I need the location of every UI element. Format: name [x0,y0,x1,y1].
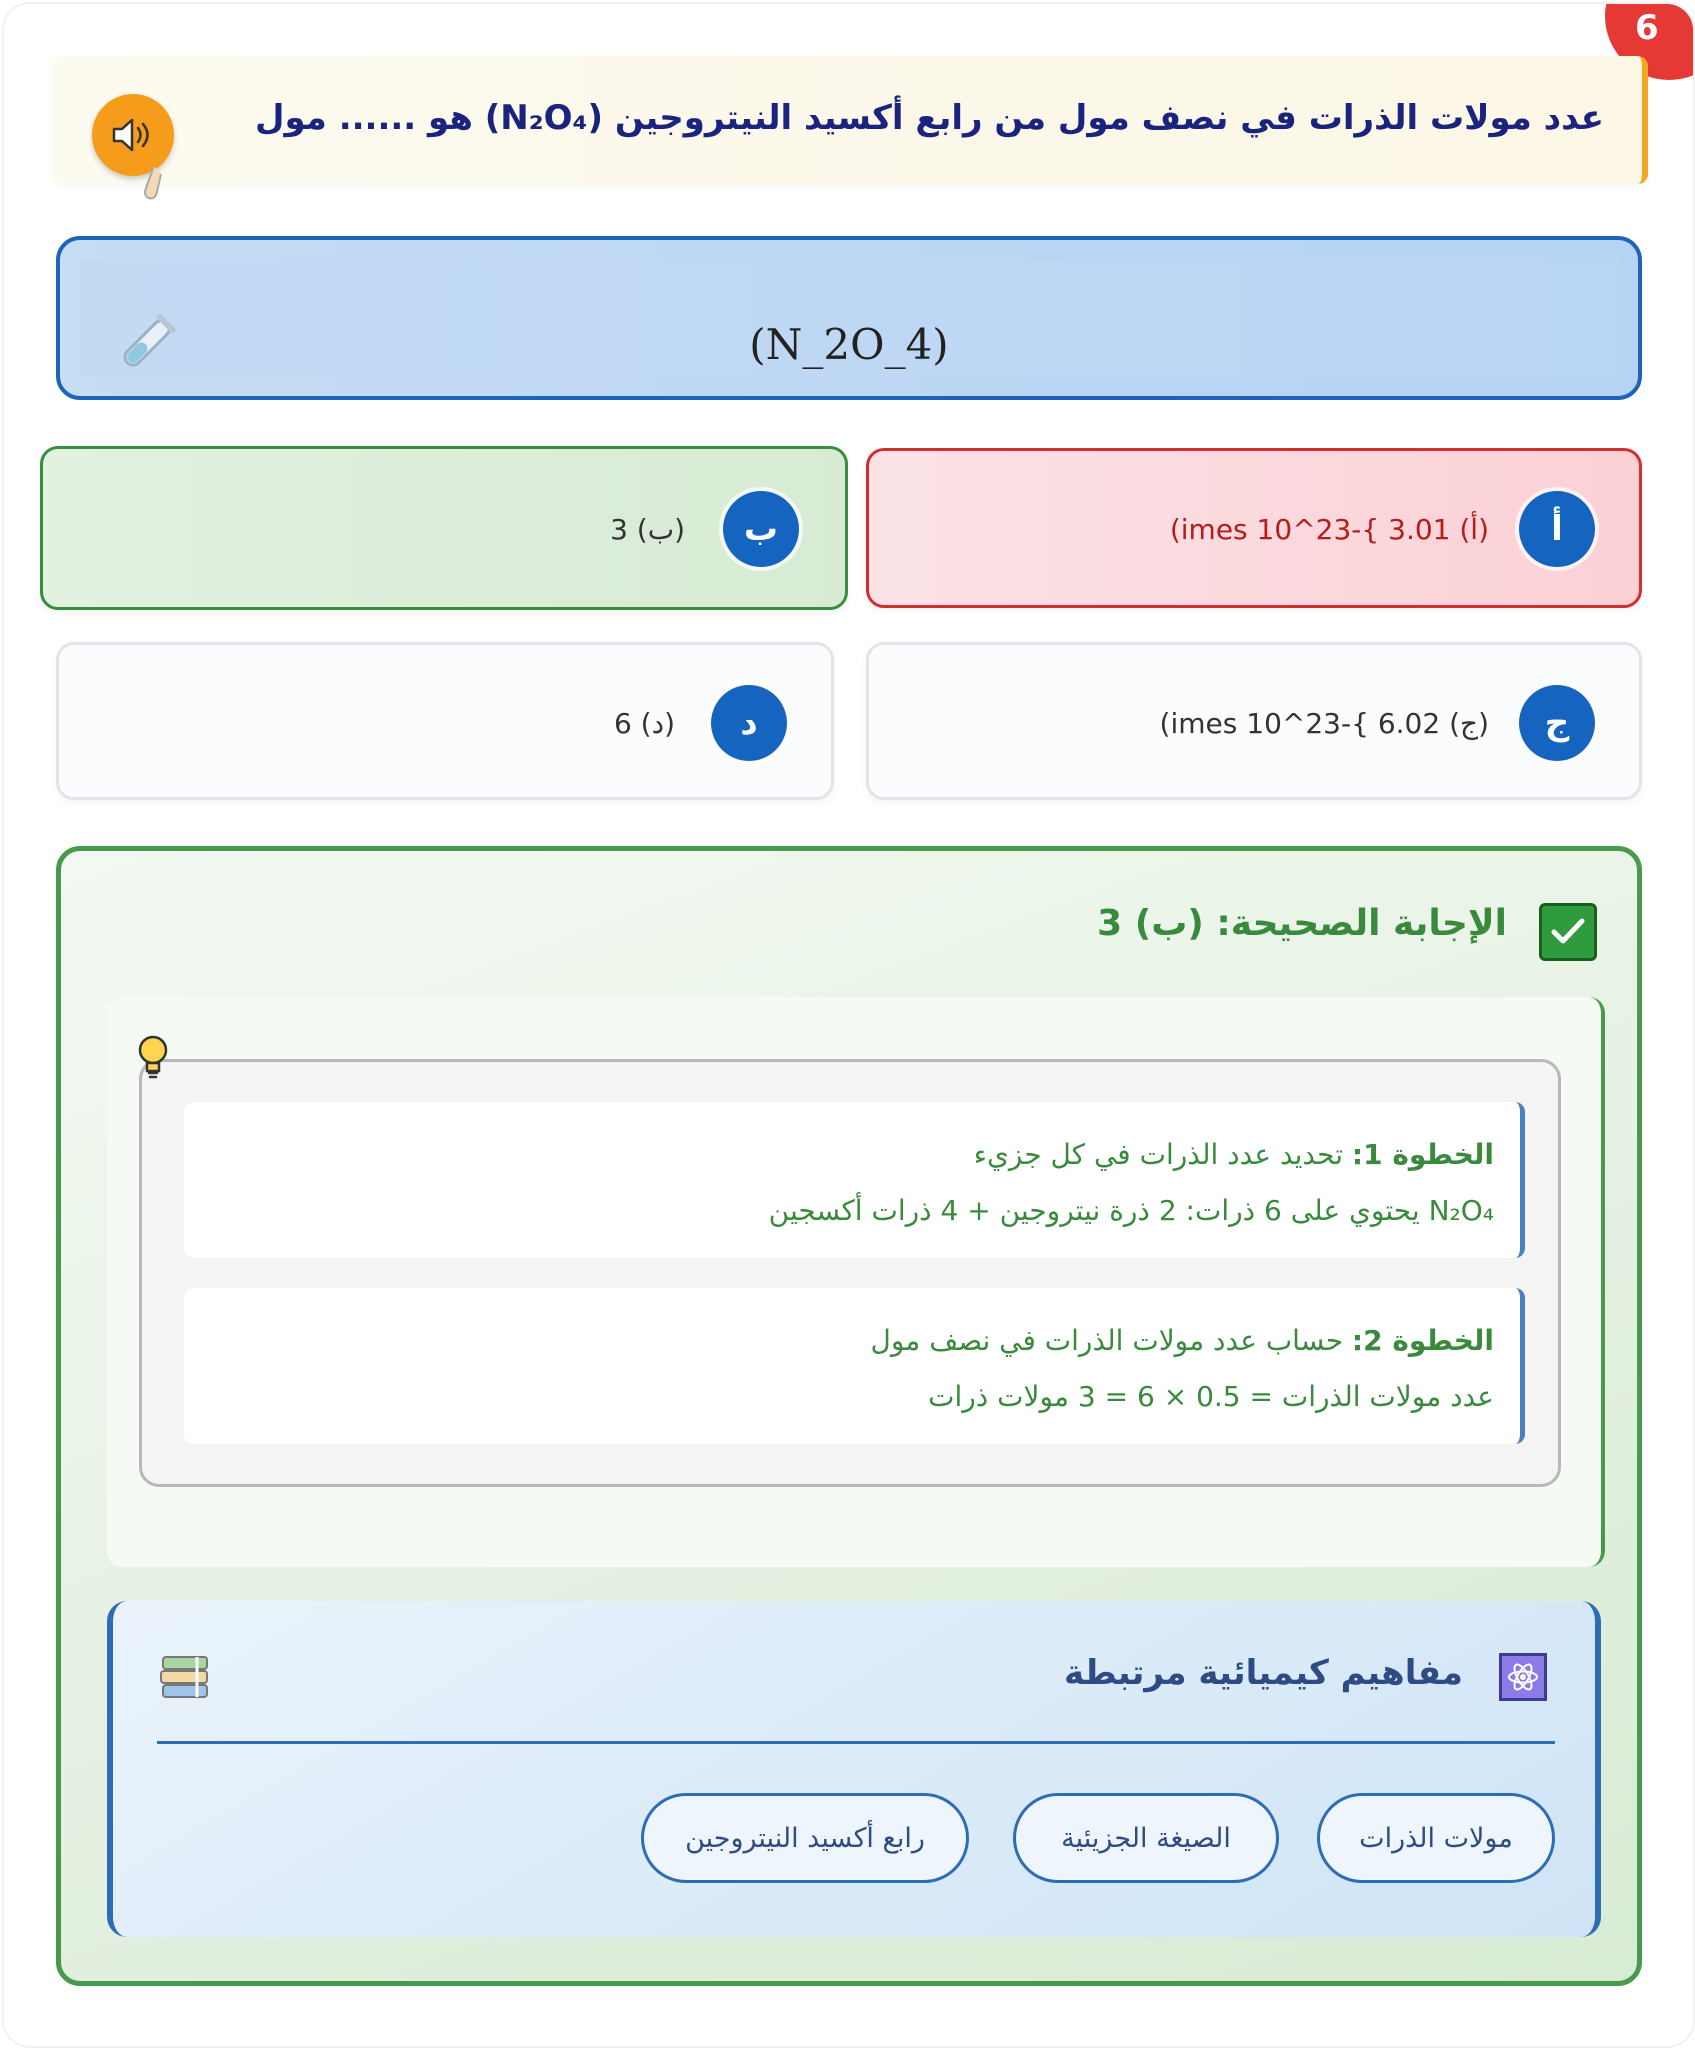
option-a[interactable] [866,448,1642,608]
step-2-title [871,1324,1495,1357]
explanation-section [107,997,1605,1567]
step-2-label: الخطوة 2: [1351,1324,1494,1357]
option-c[interactable] [866,642,1642,800]
checkmark-icon [1539,903,1597,961]
question-number: 6 [1635,8,1659,48]
step-1-title-text: تحديد عدد الذرات في كل جزيء [973,1138,1343,1171]
quiz-page [2,2,1695,2048]
option-a-text: (أ) 3.01 }-23^10 imes) [1169,513,1489,546]
books-icon [157,1651,213,1707]
step-1-label: الخطوة 1: [1351,1138,1494,1171]
step-1-body: N₂O₄ يحتوي على 6 ذرات: 2 ذرة نيتروجين + 4 ذرات أكسجين [768,1194,1494,1227]
option-b[interactable] [40,446,848,610]
option-b-text: (ب) 3 [610,513,685,546]
correct-answer-heading: الإجابة الصحيحة: (ب) 3 [1097,903,1507,944]
concept-chip-molecular-formula[interactable]: الصيغة الجزيئية [1013,1793,1279,1883]
question-text: عدد مولات الذرات في نصف مول من رابع أكسيد النيتروجين (N₂O₄) هو ...... مول [254,98,1604,138]
concept-chip-atom-moles[interactable]: مولات الذرات [1317,1793,1555,1883]
formula-card [56,236,1642,400]
step-card-2 [184,1288,1525,1444]
step-2-title-text: حساب عدد مولات الذرات في نصف مول [870,1324,1343,1357]
step-2-body: عدد مولات الذرات = 0.5 × 6 = 3 مولات ذرات [928,1380,1494,1413]
lightbulb-icon [133,1033,173,1081]
question-card [54,56,1648,184]
concepts-divider [157,1741,1555,1744]
steps-box [139,1059,1561,1487]
formula-inner [80,260,1618,376]
atom-icon [1499,1653,1547,1701]
option-d[interactable] [56,642,834,800]
answer-panel [56,846,1642,1986]
option-c-text: (ج) 6.02 }-23^10 imes) [1159,707,1489,740]
formula-text: (N_2O_4) [749,320,949,369]
option-c-letter: ج [1519,685,1595,761]
related-concepts-panel [107,1601,1601,1937]
concept-chip-dinitrogen-tetroxide[interactable]: رابع أكسيد النيتروجين [641,1793,969,1883]
pointer-hand-icon [138,164,164,204]
option-a-letter: أ [1519,491,1595,567]
option-d-text: (د) 6 [613,707,675,740]
step-card-1 [184,1102,1525,1258]
step-1-title [974,1138,1494,1171]
option-b-letter: ب [723,491,799,567]
related-concepts-title: مفاهيم كيميائية مرتبطة [1063,1653,1463,1693]
option-d-letter: د [711,685,787,761]
